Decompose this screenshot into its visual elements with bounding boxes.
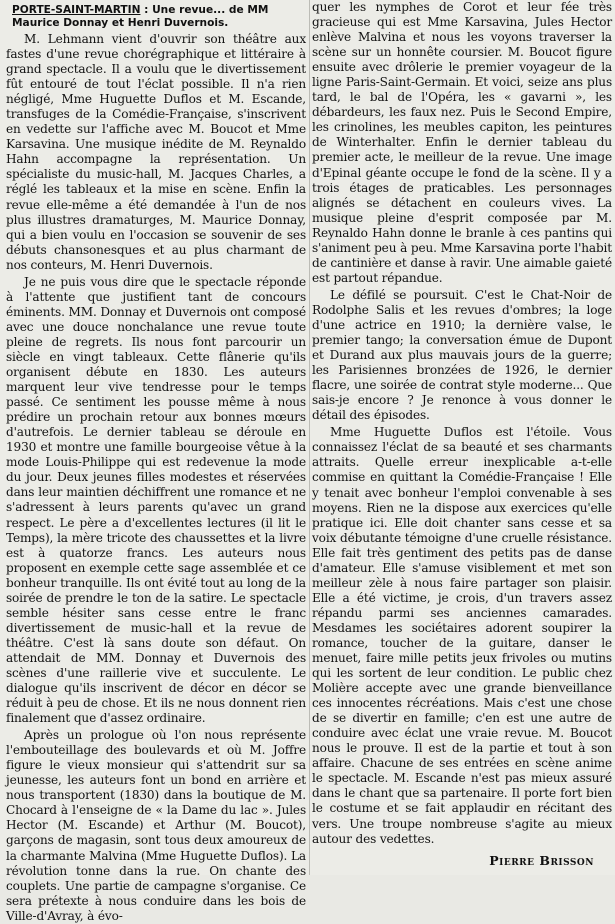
headline-subtitle: : Une revue... de MM Maurice Donnay et Henri Duvernois. xyxy=(12,4,269,29)
left-column xyxy=(6,0,306,923)
paragraph-critique: Je ne puis vous dire que le spectacle réponde à l'attente que justifient tant de concours éminents. MM. Donnay et Duvernois ont composé avec une douce nonchalance une revue toute pleine de regrets. Ils nous font parcourir un siècle en vingt tableaux. Cette flânerie qu'ils organisent débute en 1830. Les auteurs marquent leur vive tendresse pour le temps passé. Ce sentiment les pousse même à nous prédire un prochain retour aux bonnes mœurs d'autrefois. Le dernier tableau se déroule en 1930 et montre une famille bourgeoise vêtue à la mode Louis-Philippe qui est redevenue la mode du jour. Deux jeunes filles modestes et réservées dans leur maintien déchiffrent une romance et ne s'adressent à leurs parents qu'avec un grand respect. Le père a d'excellentes lectures (il lit le Temps), la mère tricote des chaussettes et la livre est à quatorze francs. Les auteurs nous proposent en exemple cette sage assemblée et ce bonheur tranquille. Ils ont évité tout au long de la soirée de prendre le ton de la satire. Le spectacle semble hésiter sans cesse entre le franc divertissement de music-hall et la revue de théâtre. C'est là sans doute son défaut. On attendait de MM. Donnay et Duvernois des scènes d'une raillerie vive et succulente. Le dialogue qu'ils inscrivent de décor en décor se réduit à peu de chose. Et ils ne nous donnent rien finalement que d'assez ordinaire. xyxy=(6,274,306,726)
author-signature: Pierre Brisson xyxy=(489,852,594,868)
paragraph-intro: M. Lehmann vient d'ouvrir son théâtre aux fastes d'une revue chorégraphique et littéraire à grand spectacle. Il a voulu que le divertissement fût entouré de tout l'éclat possible. Il n'a rien négligé, Mme Huguette Duflos et M. Escande, transfuges de la Comédie-Française, s'inscrivent en vedette sur l'affiche avec M. Boucot et Mme Karsavina. Une musique inédite de M. Reynaldo Hahn accompagne la représentation. Un spécialiste du music-hall, M. Jacques Charles, a réglé les tableaux et la mise en scène. Enfin la revue elle-même a été demandée à l'un de nos plus illustres dramaturges, M. Maurice Donnay, qui a bien voulu en l'occasion se souvenir de ses débuts chansonesques et au plus charmant de nos conteurs, M. Henri Duvernois. xyxy=(6,32,306,272)
paragraph-duflos: Mme Huguette Duflos est l'étoile. Vous connaissez l'éclat de sa beauté et ses charmants attraits. Quelle erreur inexplicable a-t-elle commise en quittant la Comédie-Française ! Elle y tenait avec bonheur l'emploi convenable à ses moyens. Rien ne la dispose aux exercices qu'elle pratique ici. Elle doit chanter sans cesse et sa voix débutante témoigne d'une cruelle résistance. Elle fait très gentiment des petits pas de danse d'amateur. Elle s'amuse visiblement et met son meilleur zèle à nous faire partager son plaisir. Elle a été victime, je crois, d'un travers assez répandu parmi ses anciennes camarades. Mesdames les sociétaires adorent soupirer la romance, toucher de la guitare, danser le menuet, faire mille petits jeux frivoles ou mutins qui les sortent de leur condition. Le public chez Molière accepte avec une grande bienveillance ces innocentes récréations. Mais c'est une chose de se divertir en famille; c'en est une autre de conduire avec éclat une vraie revue. M. Boucot nous le prouve. Il est de la partie et tout à son affaire. Chacune de ses entrées en scène anime le spectacle. M. Escande n'est pas mieux assuré dans le chant que sa partenaire. Il porte fort bien le costume et se fait applaudir en récitant des vers. Une troupe nombreuse s'agite au mieux autour des vedettes. xyxy=(312,425,612,846)
headline-theatre: PORTE-SAINT-MARTIN xyxy=(12,4,141,16)
paragraph-continuation: quer les nymphes de Corot et leur fée très gracieuse qui est Mme Karsavina, Jules Hector enlève Malvina et nous les voyons traverser la scène sur un honnête coursier. M. Boucot figure ensuite avec drôlerie le premier voyageur de la ligne Paris-Saint-Germain. Et voici, seize ans plus tard, le bal de l'Opéra, les « gavarni », les débardeurs, les faux nez. Puis le Second Empire, les crinolines, les meubles capiton, les peintures de Winterhalter. Enfin le dernier tableau du premier acte, le meilleur de la revue. Une image d'Epinal géante occupe le fond de la scène. Il y a trois étages de praticables. Les personnages alignés se détachent en couleurs vives. La musique pleine d'esprit composée par M. Reynaldo Hahn donne le branle à ces pantins qui s'animent peu à peu. Mme Karsavina porte l'habit de cantinière et danse à ravir. Une aimable gaieté est partout répandue. xyxy=(312,0,612,285)
right-column xyxy=(312,0,612,875)
paragraph-defile: Le défilé se poursuit. C'est le Chat-Noir de Rodolphe Salis et les revues d'ombres; la loge d'une actrice en 1910; la dernière valse, le premier tango; la conversation émue de Dupont et Durand aux plus mauvais jours de la guerre; les Parisiennes bronzées de 1926, le dernier flacre, une soirée de contrat style moderne... Que sais-je encore ? Je renonce à vous donner le détail des épisodes. xyxy=(312,287,612,423)
column-divider xyxy=(309,0,310,875)
paragraph-prologue: Après un prologue où l'on nous représente l'embouteillage des boulevards et où M. Joffre figure le vieux monsieur qui s'attendrit sur sa jeunesse, les auteurs font un bond en arrière et nous transportent (1830) dans la boutique de M. Chocard à l'enseigne de « la Dame du lac ». Jules Hector (M. Escande) et Arthur (M. Boucot), garçons de magasin, sont tous deux amoureux de la charmante Malvina (Mme Huguette Duflos). La révolution tonne dans la rue. On chante des couplets. Une partie de campagne s'organise. Ce sera prétexte à nous conduire dans les bois de Ville-d'Avray, à évo- xyxy=(6,728,306,923)
article-headline xyxy=(12,4,306,30)
